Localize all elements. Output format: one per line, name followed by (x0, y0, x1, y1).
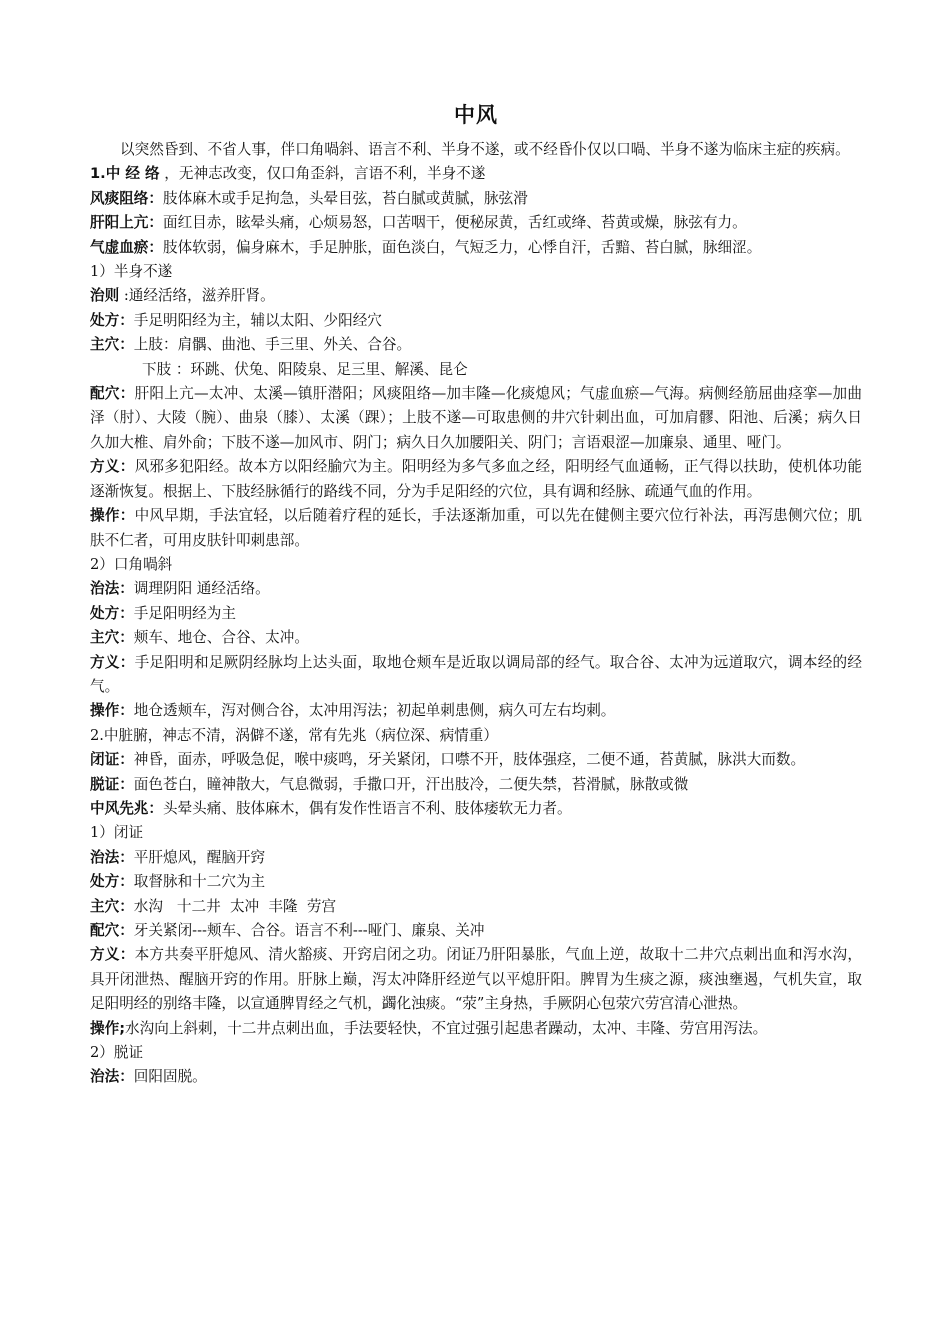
zhifa-text: 调理阴阳 通经活络。 (133, 580, 270, 598)
ganyang-paragraph (90, 211, 862, 235)
caozuo-text: 地仓透颊车，泻对侧合谷，太冲用泻法；初起单刺患侧，病久可左右均刺。 (133, 702, 616, 720)
bi-zhuxue (90, 895, 862, 919)
zhifa-label: 治法： (90, 580, 134, 598)
fangyi-label: 方义： (90, 946, 135, 964)
zhifa-text: 平肝熄风，醒脑开窍 (133, 848, 266, 866)
tuozheng-label: 脱证： (90, 775, 134, 793)
zhuxue-label: 主穴： (90, 629, 134, 647)
chufang-text: 手足阳明经为主 (133, 604, 236, 622)
xianzhao-paragraph (90, 797, 862, 821)
kouwai-chufang (90, 602, 862, 626)
peixue-label: 配穴： (90, 922, 134, 939)
fengtan-paragraph (90, 187, 862, 211)
section1-head: 1.中 经 络 (90, 165, 160, 183)
chufang-text: 取督脉和十二穴为主 (133, 873, 266, 891)
fengtan-text: 肢体麻木或手足拘急，头晕目弦，苔白腻或黄腻，脉弦滑 (162, 189, 528, 207)
section1-heading (90, 162, 862, 186)
zhifa-label: 治法： (90, 848, 134, 866)
bizheng-paragraph (90, 748, 862, 772)
banshen-zhuxue (90, 333, 862, 357)
zhuxue-upper: 上肢：肩髃、曲池、手三里、外关、合谷。 (133, 336, 412, 354)
zhize-label: 治则 (90, 287, 120, 305)
xianzhao-text: 头晕头痛、肢体麻木，偶有发作性语言不利、肢体痿软无力者。 (162, 799, 572, 817)
caozuo-text: 中风早期，手法宜轻，以后随着疗程的延长，手法逐渐加重，可以先在健侧主要穴位行补法，再泻患侧穴位；肌肤不仁者，可用皮肤针叩刺患部。 (90, 507, 862, 549)
ganyang-text: 面红目赤，眩晕头痛，心烦易怒，口苦咽干，便秘尿黄，舌红或绛、苔黄或燥，脉弦有力。 (162, 214, 747, 232)
kouwai-zhifa (90, 577, 862, 601)
chufang-label: 处方： (90, 311, 134, 329)
caozuo-label: 操作; (90, 1019, 126, 1037)
zhuxue-text: 水沟 十二井 太冲 丰隆 劳宫 (133, 897, 337, 915)
xianzhao-label: 中风先兆： (90, 799, 163, 817)
bizheng-text: 神昏，面赤，呼吸急促，喉中痰鸣，牙关紧闭，口噤不开，肢体强痉，二便不通，苔黄腻，脉洪大而数。 (133, 751, 806, 769)
tuo-heading: 2）脱证 (90, 1044, 144, 1062)
zhuxue-label: 主穴： (90, 897, 134, 915)
zhuxue-label: 主穴： (90, 336, 134, 354)
zhuxue-text: 颊车、地仓、合谷、太冲。 (133, 629, 309, 647)
qixu-label: 气虚血瘀： (90, 238, 163, 256)
qixu-text: 肢体软弱，偏身麻木，手足肿胀，面色淡白，气短乏力，心悸自汗，舌黯、苔白腻，脉细涩。 (162, 238, 762, 256)
zhifa-text: 回阳固脱。 (133, 1068, 207, 1086)
fengtan-label: 风痰阻络： (90, 189, 163, 207)
bi-zhifa (90, 846, 862, 870)
zhize-text: :通经活络，滋养肝肾。 (119, 287, 275, 305)
bizheng-label: 闭证： (90, 751, 134, 769)
tuo-zhifa (90, 1065, 862, 1089)
caozuo-label: 操作： (90, 702, 134, 720)
chufang-label: 处方： (90, 604, 134, 622)
bi-heading: 1）闭证 (90, 824, 144, 842)
fangyi-text: 风邪多犯阳经。故本方以阳经腧穴为主。阳明经为多气多血之经，阳明经气血通畅，正气得以扶助，使机体功能逐渐恢复。根据上、下肢经脉循行的路线不同，分为手足阳经的穴位，具有调和经脉、疏通气血的作用。 (90, 458, 862, 500)
bi-fangyi (90, 943, 862, 1016)
tuozheng-paragraph (90, 773, 862, 797)
bi-peixue (90, 919, 862, 943)
banshen-chufang (90, 309, 862, 333)
tuozheng-text: 面色苍白，瞳神散大，气息微弱，手撒口开，汗出肢冷，二便失禁，苔滑腻，脉散或微 (133, 775, 689, 793)
bi-chufang (90, 870, 862, 894)
kouwai-zhuxue (90, 626, 862, 650)
fangyi-text: 手足阳明和足厥阴经脉均上达头面，取地仓颊车是近取以调局部的经气。取合谷、太冲为远道取穴，调本经的经气。 (90, 653, 862, 695)
banshen-peixue (90, 382, 862, 455)
peixue-text: 牙关紧闭---颊车、合谷。语言不利---哑门、廉泉、关冲 (133, 922, 485, 939)
peixue-text: 肝阳上亢—太冲、太溪—镇肝潜阳；风痰阻络—加丰隆—化痰熄风；气虚血瘀—气海。病侧经筋屈曲痉挛—加曲泽（肘）、大陵（腕）、曲泉（膝）、太溪（踝）；上肢不遂—可取患侧的井穴针刺出血，可加肩髎、阳池、后溪；病久日久加大椎、肩外俞；下肢不遂—加风市、阴门；病久日久加腰阳关、阴门；言语艰涩—加廉泉、通里、哑门。 (90, 385, 862, 451)
kouwai-caozuo (90, 699, 862, 723)
ganyang-label: 肝阳上亢： (90, 214, 163, 232)
qixu-paragraph (90, 236, 862, 260)
banshen-zhuxue-lower: 下肢 ：环跳、伏兔、阳陵泉、足三里、解溪、昆仑 (142, 360, 468, 378)
fangyi-label: 方义： (90, 458, 135, 476)
caozuo-label: 操作： (90, 507, 135, 525)
banshen-heading: 1）半身不遂 (90, 263, 173, 281)
bi-caozuo (90, 1017, 862, 1041)
peixue-label: 配穴： (90, 385, 135, 403)
kouwai-heading: 2）口角喎斜 (90, 555, 173, 573)
caozuo-text: 水沟向上斜刺，十二井点刺出血，手法要轻快，不宜过强引起患者躁动，太冲、丰隆、劳宫用泻法。 (125, 1019, 768, 1037)
banshen-zhize (90, 284, 862, 308)
intro-paragraph: 以突然昏到、不省人事，伴口角喎斜、语言不利、半身不遂，或不经昏仆仅以口喎、半身不遂为临床主症的疾病。 (120, 141, 850, 158)
banshen-caozuo (90, 504, 862, 553)
chufang-label: 处方： (90, 873, 134, 891)
zhifa-label: 治法： (90, 1068, 134, 1086)
fangyi-label: 方义： (90, 653, 135, 671)
fangyi-text: 本方共奏平肝熄风、清火豁痰、开窍启闭之功。闭证乃肝阳暴胀，气血上逆，故取十二井穴点刺出血和泻水沟，具开闭泄热、醒脑开窍的作用。肝脉上巅，泻太冲降肝经逆气以平熄肝阳。脾胃为生痰之源，痰浊壅遏，气机失宣，取足阳明经的别络丰隆，以宣通脾胃经之气机，蠲化浊痰。“荥”主身热，手厥阴心包荥穴劳宫清心泄热。 (90, 946, 862, 1013)
kouwai-fangyi (90, 651, 862, 700)
section2-heading: 2.中脏腑，神志不清，涡僻不遂，常有先兆（病位深、病情重） (90, 726, 498, 744)
section1-text: ，无神志改变，仅口角歪斜，言语不利，半身不遂 (159, 165, 486, 183)
page-title: 中风 (454, 103, 498, 127)
banshen-fangyi (90, 455, 862, 504)
chufang-text: 手足明阳经为主，辅以太阳、少阳经穴 (133, 311, 382, 329)
